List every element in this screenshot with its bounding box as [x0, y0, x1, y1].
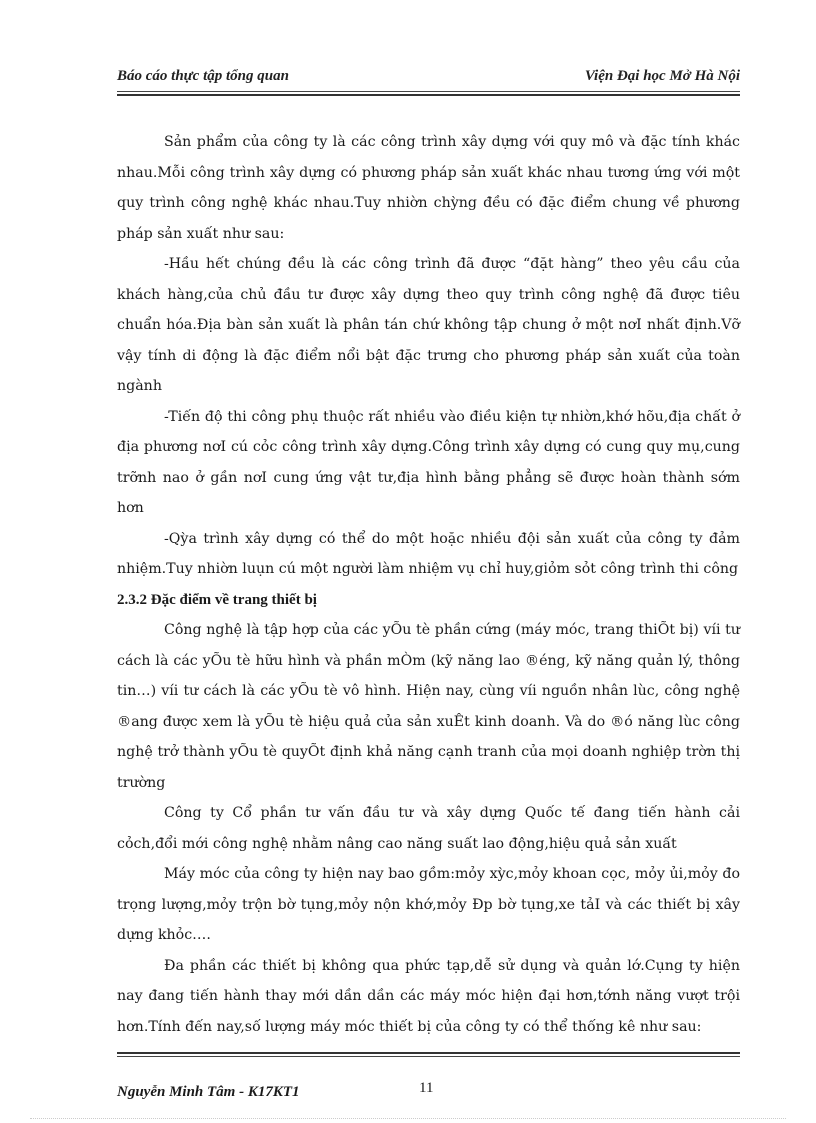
page-number: 11: [419, 1080, 434, 1096]
header-report-title: Báo cáo thực tập tổng quan: [117, 68, 289, 84]
footer-author: Nguyễn Minh Tâm - K17KT1: [117, 1084, 300, 1100]
header-rule-thin: [117, 91, 740, 92]
header-institution: Viện Đại học Mở Hà Nội: [584, 68, 740, 84]
footer-rule-thick: [117, 1052, 740, 1054]
page-bottom-dotted-rule: [30, 1118, 786, 1119]
page-header: [117, 66, 740, 90]
paragraph: -Hầu hết chúng đều là các công trình đã được “đặt hàng” theo yêu cầu của khách hàng,của chủ đầu tư được xây dựng theo quy trình công nghệ đã được tiêu chuẩn hóa.Địa bàn sản xuất là phân tán chứ không tập chung ở một nơI nhất định.Vỡ vậy tính di động là đặc điểm nổi bật đặc trưng cho phương pháp sản xuất của toàn ngành: [117, 256, 740, 394]
paragraph: Đa phần các thiết bị không qua phức tạp,dễ sử dụng và quản lớ.Cụng ty hiện nay đang tiến hành thay mới dần dần các máy móc hiện đại hơn,tớnh năng vượt trội hơn.Tính đến nay,số lượng máy móc thiết bị của công ty có thể thống kê như sau:: [117, 957, 740, 1035]
page-body: [117, 127, 740, 1042]
footer-rule-thin: [117, 1056, 740, 1057]
paragraph: -Qỳa trình xây dựng có thể do một hoặc nhiều đội sản xuất của công ty đảm nhiệm.Tuy nhiờn luụn cú một người làm nhiệm vụ chỉ huy,giỏm sỏt công trình thi công: [117, 530, 740, 577]
paragraph: Công ty Cổ phần tư vấn đầu tư và xây dựng Quốc tế đang tiến hành cải cỏch,đổi mới công nghệ nhằm nâng cao năng suất lao động,hiệu quả sản xuất: [117, 805, 740, 852]
paragraph: -Tiến độ thi công phụ thuộc rất nhiều vào điều kiện tự nhiờn,khớ hõu,địa chất ở địa phương nơI cú cỏc công trình xây dựng.Công trình xây dựng có cung quy mụ,cung trỡnh nao ở gần nơI cung ứng vật tư,địa hình bằng phẳng sẽ được hoàn thành sớm hơn: [117, 408, 740, 516]
header-rule-thick: [117, 94, 740, 96]
paragraph: Sản phẩm của công ty là các công trình xây dựng với quy mô và đặc tính khác nhau.Mỗi công trình xây dựng có phương pháp sản xuất khác nhau tương ứng với một quy trình công nghệ khác nhau.Tuy nhiờn chỳng đều có đặc điểm chung về phương pháp sản xuất như sau:: [117, 134, 740, 242]
section-heading: 2.3.2 Đặc điểm về trang thiết bị: [117, 591, 317, 608]
paragraph: Công nghệ là tập hợp của các yÕu tè phần cứng (máy móc, trang thiÕt bị) víi tư cách là các yÕu tè hữu hình và phần mÒm (kỹ năng lao ®éng, kỹ năng quản lý, thông tin…) víi tư cách là các yÕu tè vô hình. Hiện nay, cùng víi nguồn nhân lùc, công nghệ ®ang được xem là yÕu tè hiệu quả của sản xuÊt kinh doanh. Và do ®ó năng lùc công nghệ trở thành yÕu tè quyÕt định khả năng cạnh tranh của mọi doanh nghiệp trờn thị trường: [117, 622, 740, 791]
paragraph: Máy móc của công ty hiện nay bao gồm:mỏy xỳc,mỏy khoan cọc, mỏy ủi,mỏy đo trọng lượng,mỏy trộn bờ tụng,mỏy nộn khớ,mỏy Đp bờ tụng,xe tảI và các thiết bị xây dựng khỏc….: [117, 866, 740, 943]
